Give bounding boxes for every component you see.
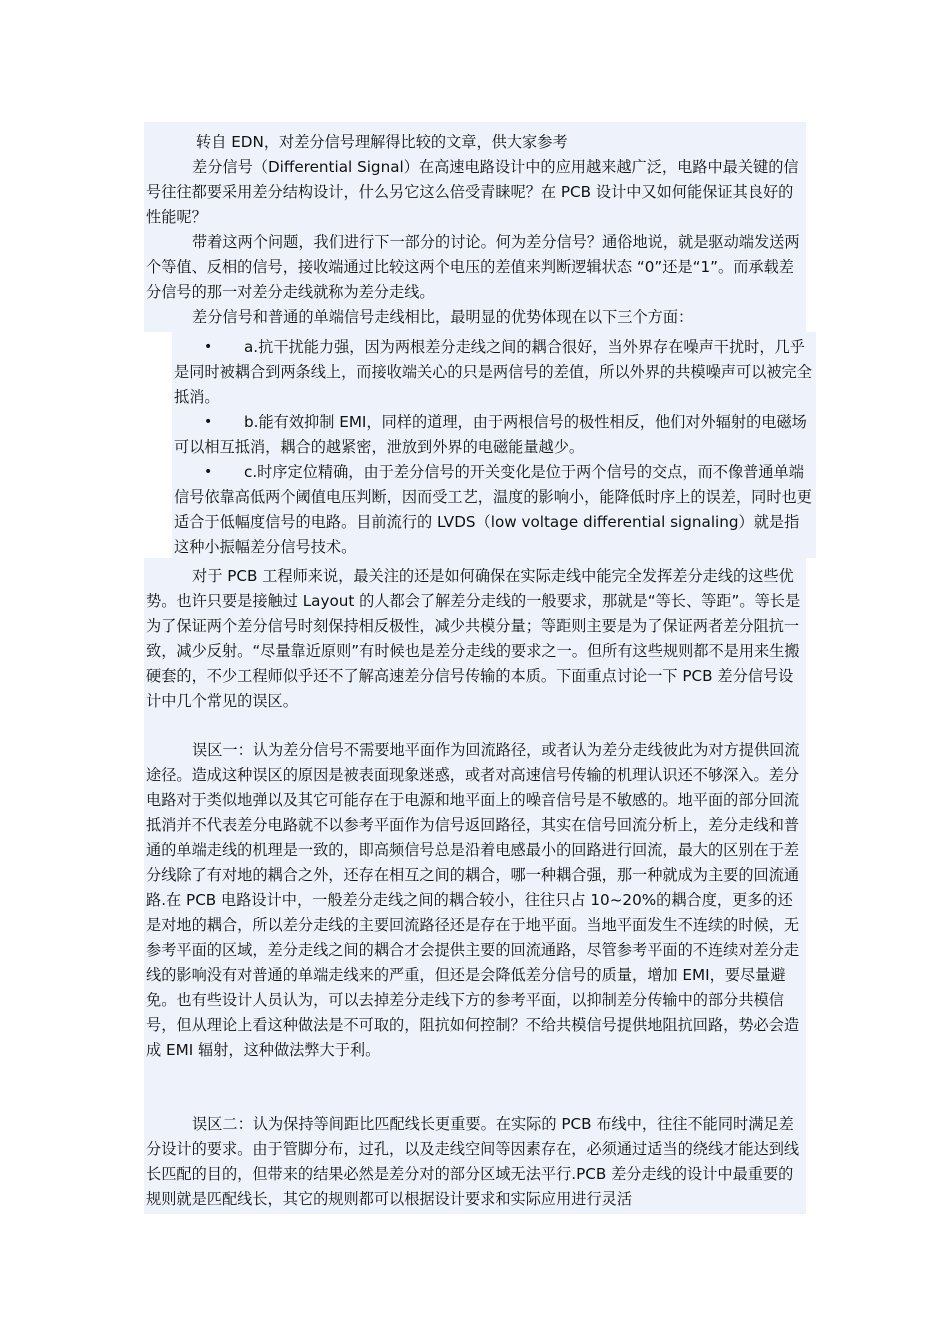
paragraph-differential-signal: 差分信号（Differential Signal）在高速电路设计中的应用越来越广泛，电路中最关键的信号往往都要采用差分结构设计，什么另它这么倍受青睐呢？在 PCB 设计中又如何能保证其良好的性能呢？ — [146, 158, 799, 226]
bullet-item-a — [174, 335, 814, 410]
paragraph-misconception-two: 误区二：认为保持等间距比匹配线长更重要。在实际的 PCB 布线中，往往不能同时满足差分设计的要求。由于管脚分布，过孔，以及走线空间等因素存在，必须通过适当的绕线才能达到线长匹配的目的，但带来的结果必然是差分对的部分区域无法平行.PCB 差分走线的设计中最重要的规则就是匹配线长，其它的规则都可以根据设计要求和实际应用进行灵活 — [146, 1115, 800, 1208]
bullet-text-c: c.时序定位精确，由于差分信号的开关变化是位于两个信号的交点，而不像普通单端信号依靠高低两个阈值电压判断，因而受工艺，温度的影响小，能降低时序上的误差，同时也更适合于低幅度信号的电路。目前流行的 LVDS（low voltage differential signaling）就是指这种小振幅差分信号技术。 — [174, 463, 812, 556]
intro-line: 转自 EDN，对差分信号理解得比较的文章，供大家参考 — [196, 133, 568, 151]
bullet-item-b — [174, 410, 814, 460]
bullet-dot: • — [204, 339, 213, 355]
bullet-dot: • — [204, 414, 213, 430]
paragraph-definition: 带着这两个问题，我们进行下一部分的讨论。何为差分信号？通俗地说，就是驱动端发送两个等值、反相的信号，接收端通过比较这两个电压的差值来判断逻辑状态 “0”还是“1”。而承载差分信号的那一对差分走线就称为差分走线。 — [146, 233, 800, 301]
bullet-text-a: a.抗干扰能力强，因为两根差分走线之间的耦合很好，当外界存在噪声干扰时，几乎是同时被耦合到两条线上，而接收端关心的只是两信号的差值，所以外界的共模噪声可以被完全抵消。 — [174, 338, 812, 406]
paragraph-pcb-engineer: 对于 PCB 工程师来说，最关注的还是如何确保在实际走线中能完全发挥差分走线的这些优势。也许只要是接触过 Layout 的人都会了解差分走线的一般要求，那就是“等长、等距”。等长是为了保证两个差分信号时刻保持相反极性，减少共模分量；等距则主要是为了保证两者差分阻抗一致，减少反射。“尽量靠近原则”有时候也是差分走线的要求之一。但所有这些规则都不是用来生搬硬套的，不少工程师似乎还不了解高速差分信号传输的本质。下面重点讨论一下 PCB 差分信号设计中几个常见的误区。 — [146, 567, 801, 710]
paragraph-advantages-intro: 差分信号和普通的单端信号走线相比，最明显的优势体现在以下三个方面： — [192, 308, 694, 326]
bullet-item-c — [174, 460, 814, 560]
bullet-text-b: b.能有效抑制 EMI，同样的道理，由于两根信号的极性相反，他们对外辐射的电磁场可以相互抵消，耦合的越紧密，泄放到外界的电磁能量越少。 — [174, 413, 807, 456]
bullet-dot: • — [204, 464, 213, 480]
paragraph-misconception-one: 误区一：认为差分信号不需要地平面作为回流路径，或者认为差分走线彼此为对方提供回流途径。造成这种误区的原因是被表面现象迷惑，或者对高速信号传输的机理认识还不够深入。差分电路对于类似地弹以及其它可能存在于电源和地平面上的噪音信号是不敏感的。地平面的部分回流抵消并不代表差分电路就不以参考平面作为信号返回路径，其实在信号回流分析上，差分走线和普通的单端走线的机理是一致的，即高频信号总是沿着电感最小的回路进行回流，最大的区别在于差分线除了有对地的耦合之外，还存在相互之间的耦合，哪一种耦合强，那一种就成为主要的回流通路.在 PCB 电路设计中，一般差分走线之间的耦合较小，往往只占 10~20%的耦合度，更多的还是对地的耦合，所以差分走线的主要回流路径还是存在于地平面。当地平面发生不连续的时候，无参考平面的区域，差分走线之间的耦合才会提供主要的回流通路，尽管参考平面的不连续对差分走线的影响没有对普通的单端走线来的严重，但还是会降低差分信号的质量，增加 EMI，要尽量避免。也有些设计人员认为，可以去掉差分走线下方的参考平面，以抑制差分传输中的部分共模信号，但从理论上看这种做法是不可取的，阻抗如何控制？不给共模信号提供地阻抗回路，势必会造成 EMI 辐射，这种做法弊大于利。 — [146, 741, 800, 1059]
